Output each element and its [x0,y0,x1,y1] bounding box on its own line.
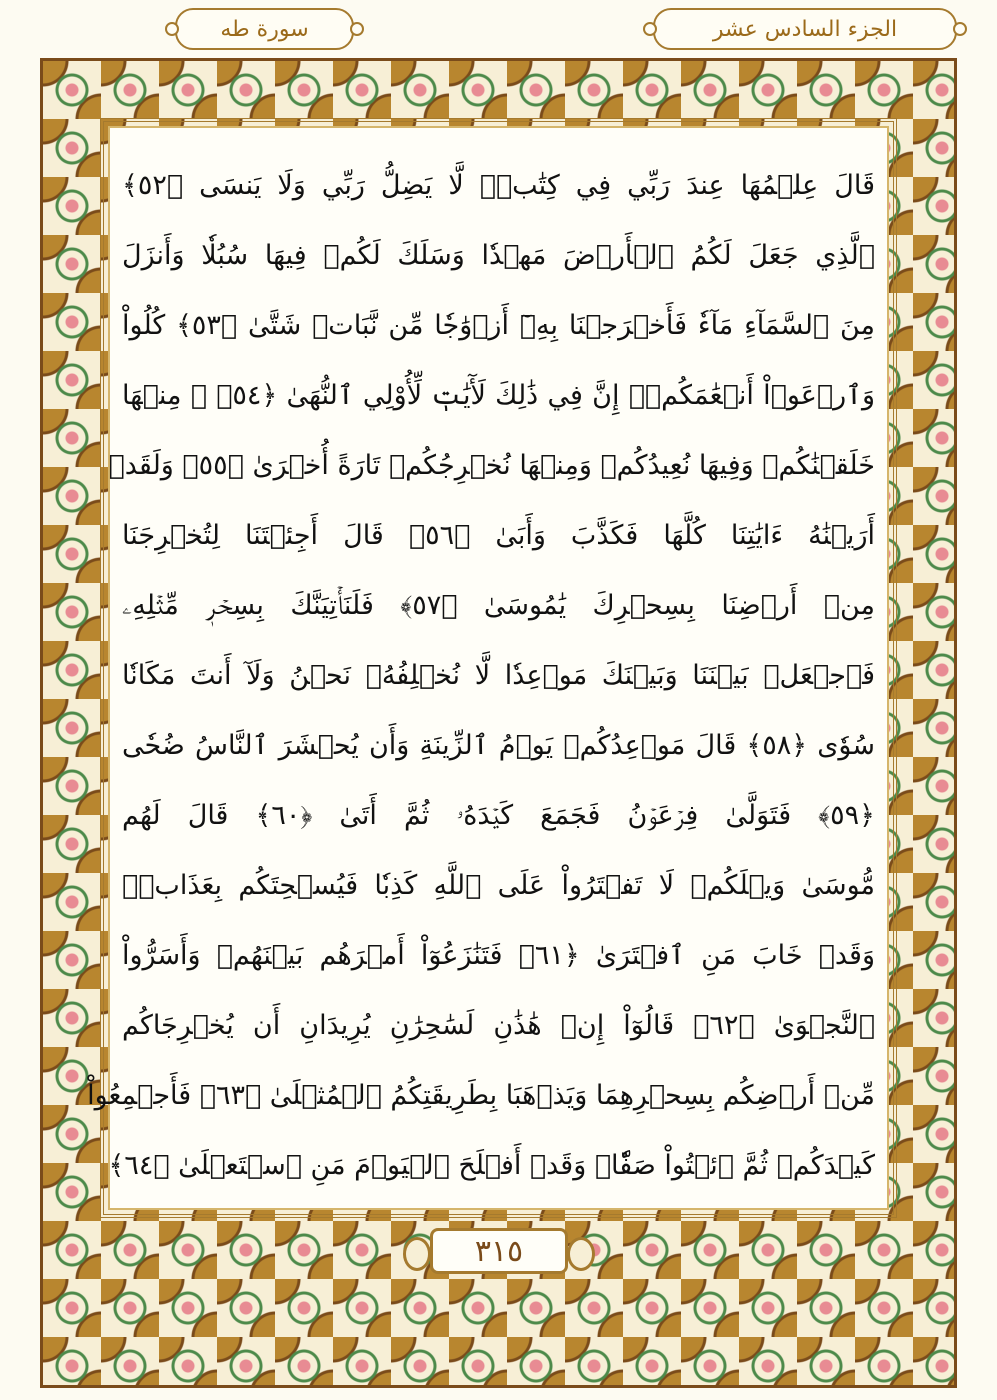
verse-line: مِّنۡ أَرۡضِكُم بِسِحۡرِهِمَا وَيَذۡهَبَا بِطَرِيقَتِكُمُ ٱلۡمُثۡلَىٰ ﴿٦٣﴾ فَأَجۡمِعُواْ [87,1080,875,1111]
verse-line: مِنۡ أَرۡضِنَا بِسِحۡرِكَ يَٰمُوسَىٰ ﴿٥٧﴾ فَلَنَأۡتِيَنَّكَ بِسِحۡرٖ مِّثۡلِهِۦ [122,590,876,621]
verse-line: ﴿٥٩﴾ فَتَوَلَّىٰ فِرۡعَوۡنُ فَجَمَعَ كَيۡدَهُۥ ثُمَّ أَتَىٰ ﴿٦٠﴾ قَالَ لَهُم [122,800,875,831]
verse-line: مُّوسَىٰ وَيۡلَكُمۡ لَا تَفۡتَرُواْ عَلَى ٱللَّهِ كَذِبٗا فَيُسۡحِتَكُم بِعَذَابٖۖ [122,870,875,901]
verse-line: وَٱرۡعَوۡاْ أَنۡعَٰمَكُمۡۚ إِنَّ فِي ذَٰلِكَ لَأٓيَٰتٖ لِّأُوْلِي ٱلنُّهَىٰ ﴿٥٤﴾ ۞ مِنۡهَا [122,380,875,411]
verse-line: مِنَ ٱلسَّمَآءِ مَآءٗ فَأَخۡرَجۡنَا بِهِۦٓ أَزۡوَٰجٗا مِّن نَّبَاتٖ شَتَّىٰ ﴿٥٣﴾ كُلُواْ [122,310,875,341]
verse-line: أَرَيۡنَٰهُ ءَايَٰتِنَا كُلَّهَا فَكَذَّبَ وَأَبَىٰ ﴿٥٦﴾ قَالَ أَجِئۡتَنَا لِتُخۡرِجَنَا [122,520,875,551]
surah-header: سورة طه [175,8,354,50]
verse-line: فَٱجۡعَلۡ بَيۡنَنَا وَبَيۡنَكَ مَوۡعِدٗا لَّا نُخۡلِفُهُۥ نَحۡنُ وَلَآ أَنتَ مَكَانٗا [122,660,875,691]
verse-line: قَالَ عِلۡمُهَا عِندَ رَبِّي فِي كِتَٰبٖۖ لَّا يَضِلُّ رَبِّي وَلَا يَنسَى ﴿٥٢﴾ [122,170,875,201]
verse-line: ٱلَّذِي جَعَلَ لَكُمُ ٱلۡأَرۡضَ مَهۡدٗا وَسَلَكَ لَكُمۡ فِيهَا سُبُلٗا وَأَنزَلَ [122,240,875,271]
verse-line: ٱلنَّجۡوَىٰ ﴿٦٢﴾ قَالُوٓاْ إِنۡ هَٰذَٰنِ لَسَٰحِرَٰنِ يُرِيدَانِ أَن يُخۡرِجَاكُم [122,1010,876,1041]
verse-line: وَقَدۡ خَابَ مَنِ ٱفۡتَرَىٰ ﴿٦١﴾ فَتَنَٰزَعُوٓاْ أَمۡرَهُم بَيۡنَهُمۡ وَأَسَرُّواْ [122,940,875,971]
verse-line: خَلَقۡنَٰكُمۡ وَفِيهَا نُعِيدُكُمۡ وَمِنۡهَا نُخۡرِجُكُمۡ تَارَةً أُخۡرَىٰ ﴿٥٥﴾ وَلَقَدۡ [108,450,875,481]
text-panel [87,126,889,1210]
juz-header: الجزء السادس عشر [653,8,957,50]
page-number: ٣١٥ [430,1228,568,1274]
verse-line: سُوٗى ﴿٥٨﴾ قَالَ مَوۡعِدُكُمۡ يَوۡمُ ٱلزِّينَةِ وَأَن يُحۡشَرَ ٱلنَّاسُ ضُحٗى [122,730,876,761]
verse-line: كَيۡدَكُمۡ ثُمَّ ٱئۡتُواْ صَفّٗاۚ وَقَدۡ أَفۡلَحَ ٱلۡيَوۡمَ مَنِ ٱسۡتَعۡلَىٰ ﴿٦٤﴾ [108,1150,875,1181]
